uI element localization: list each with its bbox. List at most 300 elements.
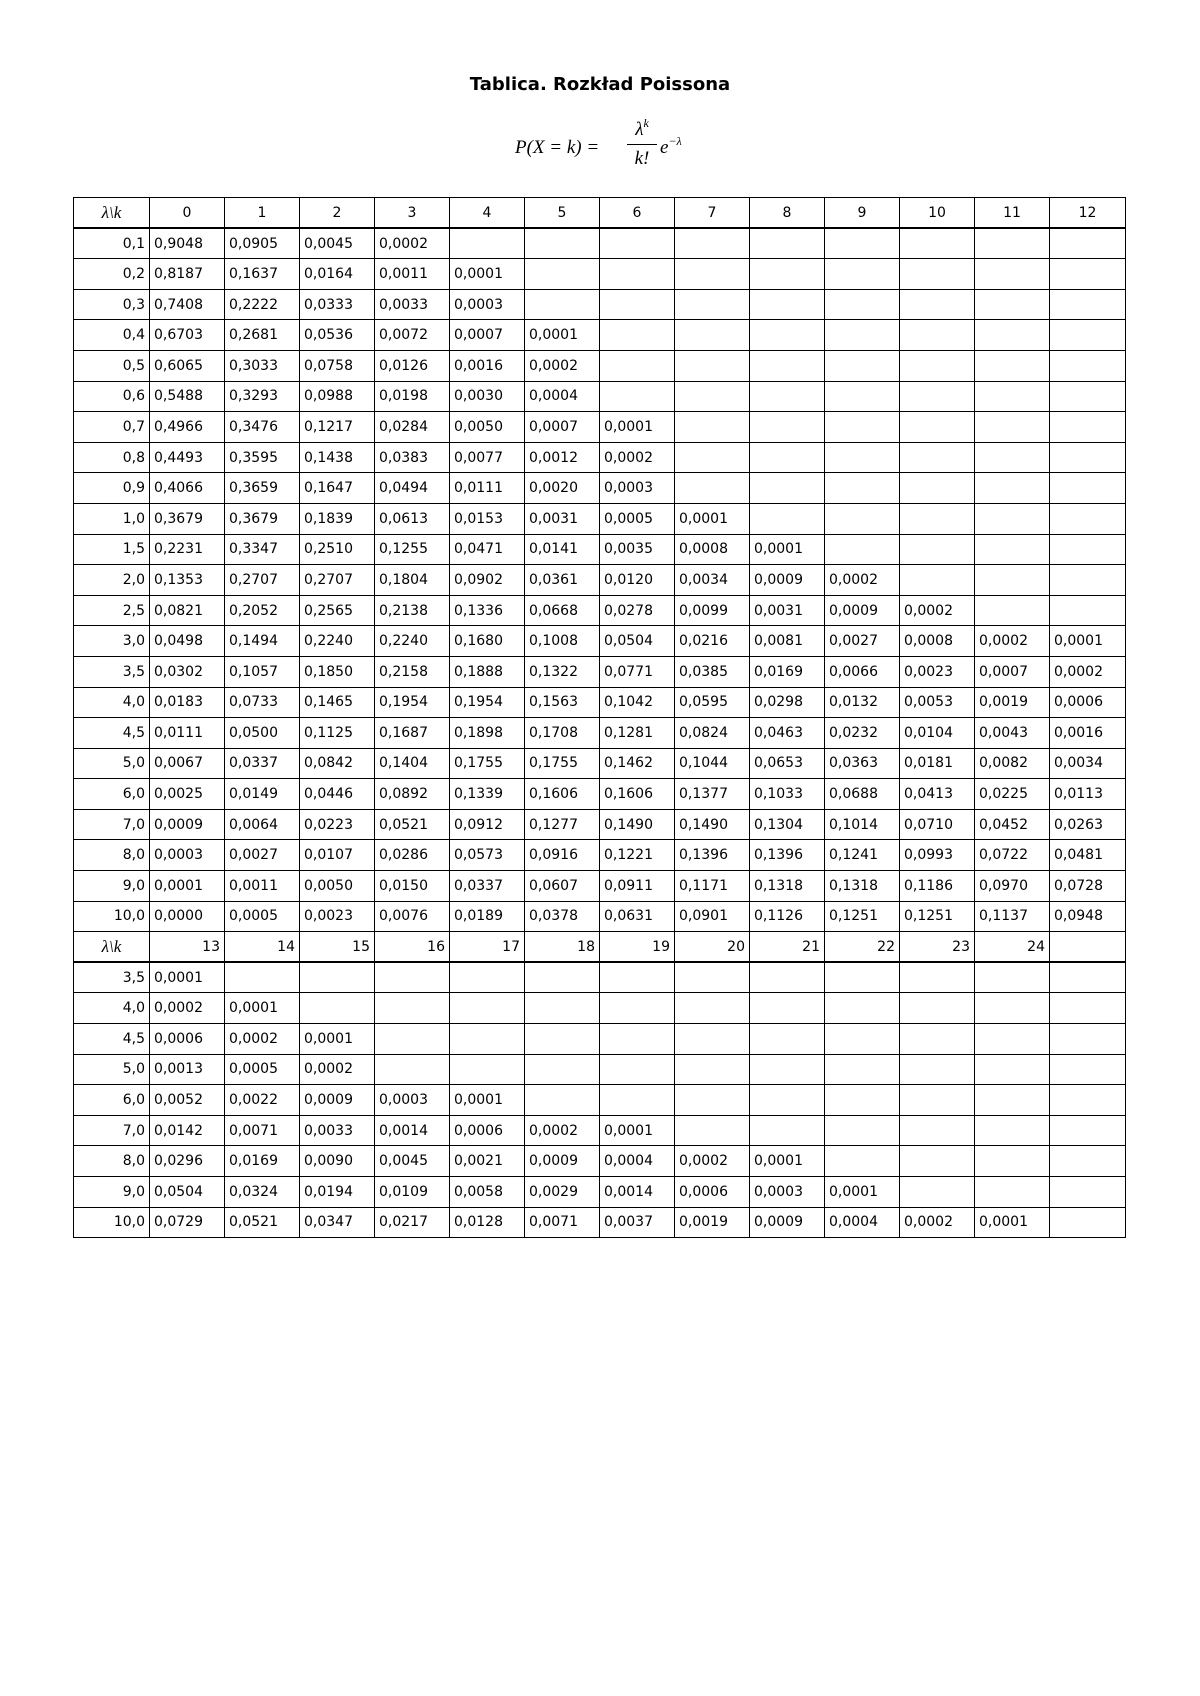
- probability-cell: [975, 1085, 1050, 1116]
- probability-cell: [900, 442, 975, 473]
- probability-cell: [900, 1024, 975, 1055]
- probability-cell: 0,0003: [750, 1177, 825, 1208]
- probability-cell: 0,0009: [525, 1146, 600, 1177]
- probability-cell: 0,0076: [375, 901, 450, 932]
- probability-cell: [900, 350, 975, 381]
- probability-cell: 0,0385: [675, 656, 750, 687]
- probability-cell: 0,0111: [150, 718, 225, 749]
- probability-cell: [825, 534, 900, 565]
- lambda-value: 2,5: [74, 595, 150, 626]
- probability-cell: 0,0722: [975, 840, 1050, 871]
- probability-cell: [900, 1146, 975, 1177]
- probability-cell: 0,0014: [600, 1177, 675, 1208]
- probability-cell: [675, 1054, 750, 1085]
- probability-cell: [975, 259, 1050, 290]
- table-row: [74, 1115, 1126, 1146]
- k-header: 6: [600, 198, 675, 229]
- probability-cell: 0,0498: [150, 626, 225, 657]
- probability-cell: 0,0019: [975, 687, 1050, 718]
- k-header: 1: [225, 198, 300, 229]
- probability-cell: [1050, 1146, 1126, 1177]
- probability-cell: [750, 1054, 825, 1085]
- probability-cell: 0,0153: [450, 503, 525, 534]
- probability-cell: 0,0333: [300, 289, 375, 320]
- probability-cell: [525, 259, 600, 290]
- table-row: [74, 320, 1126, 351]
- k-header: 10: [900, 198, 975, 229]
- probability-cell: [1050, 381, 1126, 412]
- probability-cell: 0,1465: [300, 687, 375, 718]
- probability-cell: 0,0001: [450, 259, 525, 290]
- probability-cell: 0,0471: [450, 534, 525, 565]
- probability-cell: 0,0030: [450, 381, 525, 412]
- probability-cell: 0,0504: [600, 626, 675, 657]
- probability-cell: 0,0948: [1050, 901, 1126, 932]
- probability-cell: 0,1318: [825, 871, 900, 902]
- probability-cell: 0,1396: [675, 840, 750, 871]
- table-row: [74, 1177, 1126, 1208]
- probability-cell: 0,0011: [375, 259, 450, 290]
- lambda-value: 3,5: [74, 656, 150, 687]
- header-row: [74, 932, 1126, 963]
- lambda-value: 3,5: [74, 962, 150, 993]
- probability-cell: 0,0263: [1050, 809, 1126, 840]
- probability-cell: 0,0052: [150, 1085, 225, 1116]
- probability-cell: 0,0383: [375, 442, 450, 473]
- probability-cell: [600, 228, 675, 259]
- probability-cell: [900, 565, 975, 596]
- probability-cell: 0,0189: [450, 901, 525, 932]
- probability-cell: 0,0033: [300, 1115, 375, 1146]
- probability-cell: [825, 381, 900, 412]
- probability-cell: 0,0668: [525, 595, 600, 626]
- probability-cell: [1050, 228, 1126, 259]
- probability-cell: 0,0031: [525, 503, 600, 534]
- probability-cell: [1050, 412, 1126, 443]
- probability-cell: 0,1126: [750, 901, 825, 932]
- probability-cell: [675, 1115, 750, 1146]
- probability-cell: [750, 473, 825, 504]
- probability-cell: [675, 412, 750, 443]
- probability-cell: 0,1708: [525, 718, 600, 749]
- lambda-value: 4,5: [74, 1024, 150, 1055]
- probability-cell: [750, 1085, 825, 1116]
- probability-cell: 0,1251: [900, 901, 975, 932]
- probability-cell: [675, 259, 750, 290]
- probability-cell: 0,2222: [225, 289, 300, 320]
- probability-cell: [675, 289, 750, 320]
- probability-cell: 0,0653: [750, 748, 825, 779]
- probability-cell: 0,1221: [600, 840, 675, 871]
- probability-cell: 0,0002: [825, 565, 900, 596]
- probability-cell: 0,0169: [225, 1146, 300, 1177]
- probability-cell: [675, 228, 750, 259]
- probability-cell: [750, 993, 825, 1024]
- probability-cell: 0,0001: [525, 320, 600, 351]
- table-row: [74, 412, 1126, 443]
- probability-cell: 0,0363: [825, 748, 900, 779]
- lambda-value: 0,8: [74, 442, 150, 473]
- probability-cell: 0,2158: [375, 656, 450, 687]
- table-row: [74, 381, 1126, 412]
- probability-cell: [900, 228, 975, 259]
- probability-cell: [825, 1085, 900, 1116]
- probability-cell: 0,3595: [225, 442, 300, 473]
- k-header: 21: [750, 932, 825, 963]
- probability-cell: 0,0006: [450, 1115, 525, 1146]
- table-row: [74, 595, 1126, 626]
- probability-cell: [975, 320, 1050, 351]
- probability-cell: [525, 1054, 600, 1085]
- probability-cell: [600, 320, 675, 351]
- probability-cell: [525, 1085, 600, 1116]
- probability-cell: [1050, 595, 1126, 626]
- probability-cell: [750, 962, 825, 993]
- probability-cell: [525, 993, 600, 1024]
- probability-cell: [750, 350, 825, 381]
- k-header: 16: [375, 932, 450, 963]
- probability-cell: 0,1186: [900, 871, 975, 902]
- probability-cell: 0,1804: [375, 565, 450, 596]
- probability-cell: [1050, 1115, 1126, 1146]
- probability-cell: 0,1647: [300, 473, 375, 504]
- lambda-value: 6,0: [74, 1085, 150, 1116]
- probability-cell: 0,0016: [1050, 718, 1126, 749]
- probability-cell: 0,0595: [675, 687, 750, 718]
- probability-cell: 0,3659: [225, 473, 300, 504]
- probability-cell: 0,0758: [300, 350, 375, 381]
- probability-cell: 0,1494: [225, 626, 300, 657]
- probability-cell: 0,0278: [600, 595, 675, 626]
- k-header: 0: [150, 198, 225, 229]
- probability-cell: 0,0082: [975, 748, 1050, 779]
- table-row: [74, 748, 1126, 779]
- probability-cell: 0,1462: [600, 748, 675, 779]
- probability-cell: 0,0006: [150, 1024, 225, 1055]
- probability-cell: [375, 962, 450, 993]
- probability-cell: 0,0064: [225, 809, 300, 840]
- probability-cell: [900, 320, 975, 351]
- probability-cell: 0,0002: [900, 595, 975, 626]
- probability-cell: 0,0107: [300, 840, 375, 871]
- probability-cell: 0,3347: [225, 534, 300, 565]
- table-row: [74, 1146, 1126, 1177]
- probability-cell: 0,1277: [525, 809, 600, 840]
- probability-cell: 0,1850: [300, 656, 375, 687]
- probability-cell: 0,0019: [675, 1207, 750, 1238]
- probability-cell: 0,0003: [150, 840, 225, 871]
- page-title: Tablica. Rozkład Poissona: [469, 74, 731, 95]
- probability-cell: 0,0298: [750, 687, 825, 718]
- probability-cell: 0,0446: [300, 779, 375, 810]
- probability-cell: [825, 503, 900, 534]
- probability-cell: [975, 1054, 1050, 1085]
- lambda-value: 7,0: [74, 809, 150, 840]
- table-row: [74, 1024, 1126, 1055]
- probability-cell: 0,0613: [375, 503, 450, 534]
- probability-cell: 0,0001: [600, 1115, 675, 1146]
- probability-cell: 0,0120: [600, 565, 675, 596]
- probability-cell: [225, 962, 300, 993]
- probability-cell: [1050, 442, 1126, 473]
- probability-cell: 0,0050: [300, 871, 375, 902]
- k-header: 19: [600, 932, 675, 963]
- probability-cell: [825, 289, 900, 320]
- probability-cell: 0,0045: [375, 1146, 450, 1177]
- probability-cell: [900, 381, 975, 412]
- formula-exponent: −λ: [668, 134, 682, 148]
- probability-cell: 0,0002: [1050, 656, 1126, 687]
- probability-cell: 0,0004: [825, 1207, 900, 1238]
- probability-cell: 0,0002: [300, 1054, 375, 1085]
- probability-cell: 0,0181: [900, 748, 975, 779]
- probability-cell: [825, 412, 900, 443]
- k-header: 24: [975, 932, 1050, 963]
- probability-cell: 0,0003: [600, 473, 675, 504]
- probability-cell: 0,0090: [300, 1146, 375, 1177]
- probability-cell: 0,1044: [675, 748, 750, 779]
- k-header: 15: [300, 932, 375, 963]
- probability-cell: 0,0607: [525, 871, 600, 902]
- probability-cell: [975, 503, 1050, 534]
- formula-denominator: k!: [634, 148, 650, 169]
- probability-cell: 0,0033: [375, 289, 450, 320]
- probability-cell: 0,0001: [225, 993, 300, 1024]
- probability-cell: 0,0071: [525, 1207, 600, 1238]
- probability-cell: [675, 1024, 750, 1055]
- probability-cell: 0,0016: [450, 350, 525, 381]
- probability-cell: 0,0912: [450, 809, 525, 840]
- probability-cell: 0,0043: [975, 718, 1050, 749]
- lambda-value: 0,3: [74, 289, 150, 320]
- probability-cell: 0,1637: [225, 259, 300, 290]
- probability-cell: 0,0072: [375, 320, 450, 351]
- probability-cell: [750, 228, 825, 259]
- probability-cell: 0,0001: [975, 1207, 1050, 1238]
- lambda-value: 8,0: [74, 1146, 150, 1177]
- lambda-value: 3,0: [74, 626, 150, 657]
- table-row: [74, 228, 1126, 259]
- probability-cell: [675, 350, 750, 381]
- probability-cell: 0,0521: [225, 1207, 300, 1238]
- probability-cell: 0,0001: [1050, 626, 1126, 657]
- k-header: 14: [225, 932, 300, 963]
- probability-cell: [975, 473, 1050, 504]
- probability-cell: 0,0023: [900, 656, 975, 687]
- probability-cell: [1050, 1054, 1126, 1085]
- formula-numerator-exponent: k: [643, 116, 649, 130]
- probability-cell: 0,0128: [450, 1207, 525, 1238]
- probability-cell: [675, 1085, 750, 1116]
- probability-cell: 0,0149: [225, 779, 300, 810]
- probability-cell: [375, 1024, 450, 1055]
- probability-cell: 0,0733: [225, 687, 300, 718]
- probability-cell: 0,0005: [600, 503, 675, 534]
- probability-cell: [975, 595, 1050, 626]
- table-row: [74, 993, 1126, 1024]
- probability-cell: 0,0001: [750, 1146, 825, 1177]
- probability-cell: 0,1755: [450, 748, 525, 779]
- probability-cell: [825, 1146, 900, 1177]
- probability-cell: 0,0970: [975, 871, 1050, 902]
- probability-cell: 0,0007: [525, 412, 600, 443]
- lambda-value: 0,6: [74, 381, 150, 412]
- probability-cell: 0,3033: [225, 350, 300, 381]
- probability-cell: 0,0034: [1050, 748, 1126, 779]
- probability-cell: 0,1171: [675, 871, 750, 902]
- probability-cell: 0,0045: [300, 228, 375, 259]
- table-row: [74, 503, 1126, 534]
- probability-cell: 0,0001: [675, 503, 750, 534]
- probability-cell: 0,0002: [150, 993, 225, 1024]
- probability-cell: 0,0002: [600, 442, 675, 473]
- probability-cell: 0,0003: [450, 289, 525, 320]
- probability-cell: 0,0536: [300, 320, 375, 351]
- probability-cell: 0,1251: [825, 901, 900, 932]
- lambda-value: 1,5: [74, 534, 150, 565]
- probability-cell: 0,1377: [675, 779, 750, 810]
- k-header: 17: [450, 932, 525, 963]
- probability-cell: [825, 320, 900, 351]
- probability-cell: 0,0198: [375, 381, 450, 412]
- probability-cell: 0,0169: [750, 656, 825, 687]
- probability-cell: [675, 993, 750, 1024]
- probability-cell: [975, 534, 1050, 565]
- lambda-value: 8,0: [74, 840, 150, 871]
- probability-cell: [900, 473, 975, 504]
- probability-cell: [600, 350, 675, 381]
- table-row: [74, 565, 1126, 596]
- lambda-value: 6,0: [74, 779, 150, 810]
- probability-cell: 0,2138: [375, 595, 450, 626]
- table-row: [74, 1085, 1126, 1116]
- probability-cell: [825, 1054, 900, 1085]
- probability-cell: 0,1318: [750, 871, 825, 902]
- probability-cell: 0,4493: [150, 442, 225, 473]
- probability-cell: 0,1336: [450, 595, 525, 626]
- probability-cell: [450, 1054, 525, 1085]
- probability-cell: 0,0081: [750, 626, 825, 657]
- probability-cell: 0,0728: [1050, 871, 1126, 902]
- probability-cell: 0,1033: [750, 779, 825, 810]
- lambda-value: 2,0: [74, 565, 150, 596]
- lambda-k-header: λ\k: [74, 932, 150, 963]
- probability-cell: 0,0141: [525, 534, 600, 565]
- probability-cell: 0,1322: [525, 656, 600, 687]
- probability-cell: 0,1339: [450, 779, 525, 810]
- probability-cell: 0,2510: [300, 534, 375, 565]
- k-header: 18: [525, 932, 600, 963]
- probability-cell: 0,2707: [225, 565, 300, 596]
- probability-cell: 0,1042: [600, 687, 675, 718]
- probability-cell: 0,0009: [300, 1085, 375, 1116]
- probability-cell: [675, 320, 750, 351]
- probability-cell: 0,6703: [150, 320, 225, 351]
- probability-cell: 0,0002: [375, 228, 450, 259]
- probability-cell: 0,0014: [375, 1115, 450, 1146]
- probability-cell: [975, 565, 1050, 596]
- probability-cell: 0,0027: [225, 840, 300, 871]
- probability-cell: 0,1255: [375, 534, 450, 565]
- probability-cell: [825, 259, 900, 290]
- probability-cell: 0,0688: [825, 779, 900, 810]
- probability-cell: 0,2707: [300, 565, 375, 596]
- probability-cell: 0,4966: [150, 412, 225, 443]
- probability-cell: [900, 259, 975, 290]
- probability-cell: [600, 381, 675, 412]
- lambda-value: 7,0: [74, 1115, 150, 1146]
- k-header: 5: [525, 198, 600, 229]
- formula-exponential: $e^{-\lambda}$: [660, 134, 682, 158]
- probability-cell: [525, 228, 600, 259]
- probability-cell: 0,1137: [975, 901, 1050, 932]
- probability-cell: 0,4066: [150, 473, 225, 504]
- probability-cell: [975, 993, 1050, 1024]
- lambda-value: 5,0: [74, 1054, 150, 1085]
- probability-cell: [900, 289, 975, 320]
- probability-cell: 0,1304: [750, 809, 825, 840]
- table-row: [74, 840, 1126, 871]
- lambda-value: 9,0: [74, 871, 150, 902]
- probability-cell: 0,0164: [300, 259, 375, 290]
- probability-cell: [825, 1115, 900, 1146]
- probability-cell: 0,0023: [300, 901, 375, 932]
- probability-cell: [1050, 1024, 1126, 1055]
- probability-cell: [975, 1024, 1050, 1055]
- probability-cell: 0,0132: [825, 687, 900, 718]
- probability-cell: 0,2231: [150, 534, 225, 565]
- probability-cell: [975, 381, 1050, 412]
- probability-cell: 0,1755: [525, 748, 600, 779]
- probability-cell: 0,0001: [825, 1177, 900, 1208]
- probability-cell: 0,1490: [675, 809, 750, 840]
- probability-cell: 0,1839: [300, 503, 375, 534]
- probability-cell: [825, 1024, 900, 1055]
- probability-cell: 0,0021: [450, 1146, 525, 1177]
- probability-cell: 0,0901: [675, 901, 750, 932]
- probability-cell: [900, 1177, 975, 1208]
- probability-cell: 0,0911: [600, 871, 675, 902]
- probability-cell: 0,0452: [975, 809, 1050, 840]
- probability-cell: 0,0004: [600, 1146, 675, 1177]
- probability-cell: 0,0223: [300, 809, 375, 840]
- probability-cell: 0,2681: [225, 320, 300, 351]
- probability-cell: 0,0500: [225, 718, 300, 749]
- probability-cell: 0,9048: [150, 228, 225, 259]
- fraction-bar: [627, 144, 657, 145]
- probability-cell: 0,0020: [525, 473, 600, 504]
- probability-cell: [750, 381, 825, 412]
- probability-cell: 0,0902: [450, 565, 525, 596]
- probability-cell: 0,0821: [150, 595, 225, 626]
- probability-cell: 0,0126: [375, 350, 450, 381]
- probability-cell: 0,1954: [375, 687, 450, 718]
- k-header: [1050, 932, 1126, 963]
- probability-cell: 0,3293: [225, 381, 300, 412]
- lambda-value: 0,9: [74, 473, 150, 504]
- probability-cell: 0,0481: [1050, 840, 1126, 871]
- probability-cell: [975, 350, 1050, 381]
- table-row: [74, 779, 1126, 810]
- probability-cell: 0,1241: [825, 840, 900, 871]
- probability-cell: 0,0347: [300, 1207, 375, 1238]
- probability-cell: 0,0009: [750, 1207, 825, 1238]
- probability-cell: 0,0005: [225, 901, 300, 932]
- probability-cell: [1050, 534, 1126, 565]
- k-header: 9: [825, 198, 900, 229]
- probability-cell: 0,0058: [450, 1177, 525, 1208]
- table-row: [74, 1207, 1126, 1238]
